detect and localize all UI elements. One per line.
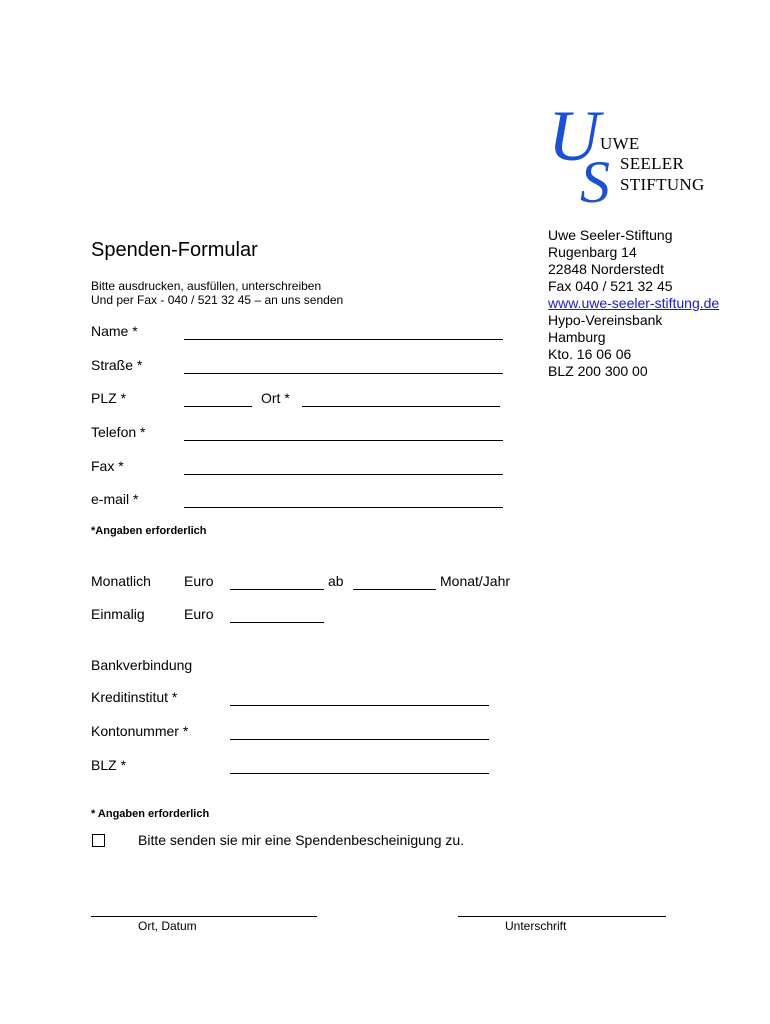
- logo-letter-u: U: [548, 96, 600, 176]
- street-field[interactable]: [184, 373, 503, 374]
- page-title: Spenden-Formular: [91, 239, 258, 261]
- required-note-bank: * Angaben erforderlich: [91, 808, 210, 820]
- receipt-checkbox-label: Bitte senden sie mir eine Spendenbescheinigung zu.: [138, 832, 465, 848]
- fax-field[interactable]: [184, 474, 503, 475]
- once-label: Einmalig: [91, 606, 145, 622]
- zip-field[interactable]: [184, 406, 252, 407]
- monthly-start-field[interactable]: [353, 589, 436, 590]
- monthly-label: Monatlich: [91, 573, 151, 589]
- intro-line-1: Bitte ausdrucken, ausfüllen, unterschreiben: [91, 279, 322, 293]
- website-link[interactable]: www.uwe-seeler-stiftung.de: [548, 295, 720, 311]
- address-name: Uwe Seeler-Stiftung: [548, 227, 673, 243]
- institute-label: Kreditinstitut *: [91, 689, 178, 705]
- account-field[interactable]: [230, 739, 489, 740]
- address-bank: Hypo-Vereinsbank: [548, 312, 663, 328]
- email-label: e-mail *: [91, 491, 139, 507]
- monthly-currency: Euro: [184, 573, 214, 589]
- city-label: Ort *: [261, 390, 290, 406]
- monthly-amount-field[interactable]: [230, 589, 324, 590]
- phone-field[interactable]: [184, 440, 503, 441]
- address-bank-city: Hamburg: [548, 329, 606, 345]
- address-street: Rugenbarg 14: [548, 244, 637, 260]
- blz-label: BLZ *: [91, 757, 127, 773]
- logo-text-uwe: UWE: [600, 134, 640, 153]
- monthly-period-label: Monat/Jahr: [440, 573, 511, 589]
- address-account: Kto. 16 06 06: [548, 346, 632, 362]
- signature-label: Unterschrift: [505, 919, 567, 933]
- street-label: Straße *: [91, 357, 143, 373]
- logo-letter-s: S: [580, 149, 610, 215]
- name-field[interactable]: [184, 339, 503, 340]
- required-note: *Angaben erforderlich: [91, 525, 207, 537]
- email-field[interactable]: [184, 507, 503, 508]
- institute-field[interactable]: [230, 705, 489, 706]
- address-city: 22848 Norderstedt: [548, 261, 664, 277]
- signature-field[interactable]: [458, 916, 666, 917]
- intro-line-2: Und per Fax - 040 / 521 32 45 – an uns senden: [91, 293, 344, 307]
- logo-text-stiftung: STIFTUNG: [620, 175, 705, 194]
- phone-label: Telefon *: [91, 424, 146, 440]
- account-label: Kontonummer *: [91, 723, 189, 739]
- address-blz: BLZ 200 300 00: [548, 363, 648, 379]
- place-date-label: Ort, Datum: [138, 919, 197, 933]
- zip-label: PLZ *: [91, 390, 127, 406]
- name-label: Name *: [91, 323, 138, 339]
- receipt-checkbox[interactable]: [92, 834, 105, 847]
- bank-heading: Bankverbindung: [91, 657, 193, 673]
- address-fax: Fax 040 / 521 32 45: [548, 278, 673, 294]
- blz-field[interactable]: [230, 773, 489, 774]
- monthly-from-label: ab: [328, 573, 344, 589]
- fax-label: Fax *: [91, 458, 124, 474]
- place-date-field[interactable]: [91, 916, 317, 917]
- logo-text-seeler: SEELER: [620, 154, 685, 173]
- once-currency: Euro: [184, 606, 214, 622]
- city-field[interactable]: [302, 406, 500, 407]
- once-amount-field[interactable]: [230, 622, 324, 623]
